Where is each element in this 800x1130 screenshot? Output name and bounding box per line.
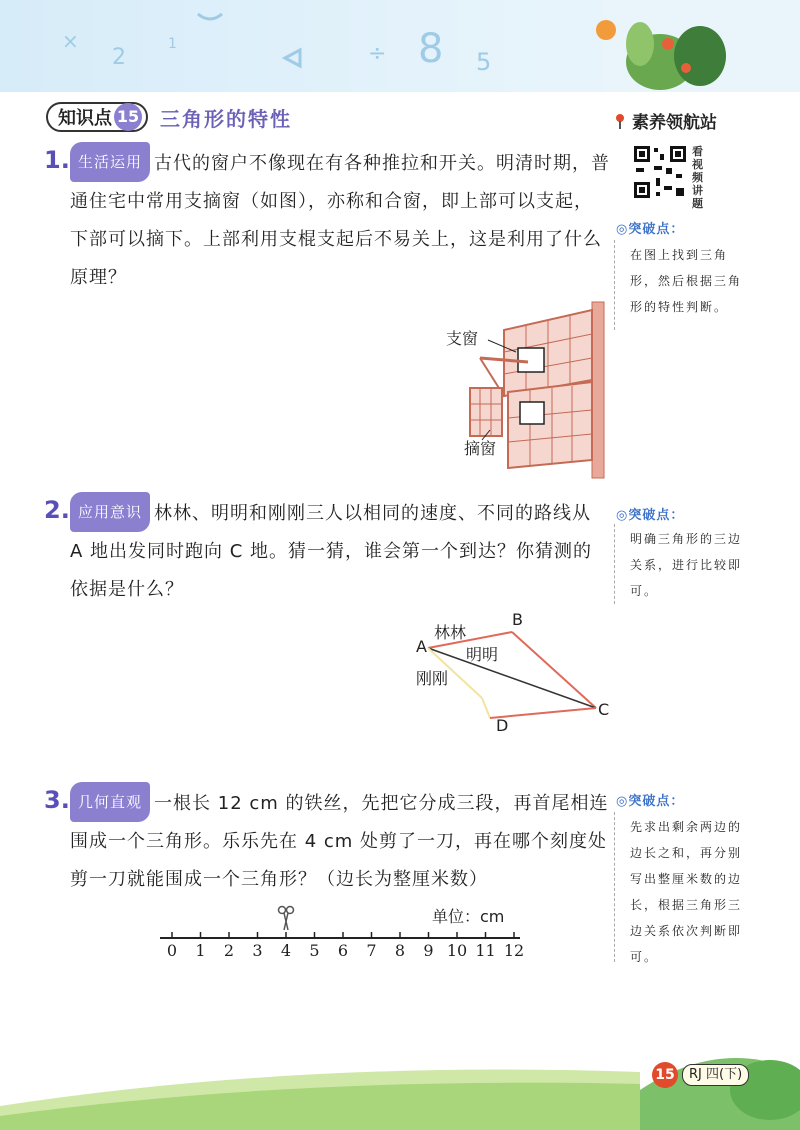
figure-label-propped-window: 支窗: [446, 329, 479, 348]
svg-text:5: 5: [476, 48, 492, 76]
ruler-tick-label: 2: [223, 941, 235, 960]
svg-text:×: ×: [62, 29, 79, 53]
svg-text:8: 8: [418, 26, 444, 72]
figure-label-removable-window: 摘窗: [464, 439, 497, 458]
sidebar-title-text: 素养领航站: [632, 113, 717, 133]
book-label: RJ 四(下): [682, 1064, 749, 1086]
ruler-tick-label: 10: [446, 941, 468, 960]
knowledge-title: 三角形的特性: [160, 106, 292, 131]
question-3-number: 3.: [44, 786, 70, 814]
route-ganggang-ad-2: [482, 698, 490, 718]
knowledge-label-text: 知识点: [58, 108, 112, 129]
question-1-number: 1.: [44, 146, 70, 174]
pin-icon: [614, 113, 626, 129]
question-2-text: 林林、明明和刚刚三人以相同的速度、不同的路线从 A 地出发同时跑向 C 地。猜一猜，谁会第一个到达？你猜测的依据是什么？: [70, 503, 593, 600]
svg-text:1: 1: [168, 36, 177, 52]
knowledge-point-header: [46, 102, 292, 132]
question-1-tip: 在图上找到三角形，然后根据三角形的特性判断。: [630, 248, 743, 314]
point-label-c: C: [598, 700, 610, 719]
route-label-ganggang: 刚刚: [416, 669, 449, 688]
ruler-tick-label: 1: [195, 941, 206, 960]
ruler-tick-label: 6: [337, 941, 349, 960]
question-1-text-block: [70, 142, 610, 297]
qr-caption: 看视频讲题: [692, 145, 703, 210]
ruler-tick-label: 3: [252, 941, 263, 960]
top-banner: [0, 0, 800, 92]
question-1-tip-head: ◎突破点：: [616, 222, 685, 237]
ruler-tick-label: 11: [475, 941, 496, 960]
ruler-tick-label: 0: [166, 941, 178, 960]
question-3-text-block: [70, 782, 610, 899]
route-linlin-bc: [512, 632, 596, 708]
ruler-tick-label: 5: [309, 941, 320, 960]
ruler-unit-label: 单位：cm: [432, 907, 505, 926]
scissors-icon: [279, 907, 294, 931]
point-label-d: D: [496, 716, 509, 735]
ruler-tick-label: 12: [503, 941, 525, 960]
point-label-a: A: [416, 637, 427, 656]
question-2-tag: 应用意识: [70, 492, 150, 532]
ruler-tick-label: 4: [280, 941, 292, 960]
ruler-tick-label: 8: [394, 941, 406, 960]
point-label-b: B: [512, 610, 523, 629]
knowledge-number-badge: 15: [114, 103, 142, 131]
banner-decoration: [0, 0, 800, 92]
route-mingming-ac: [428, 648, 596, 708]
page-badge: [652, 1062, 749, 1088]
ruler: [150, 900, 530, 960]
qr-code-icon[interactable]: [632, 144, 688, 200]
question-2-tip: 明确三角形的三边关系，进行比较即可。: [630, 532, 743, 598]
question-3-tag: 几何直观: [70, 782, 150, 822]
question-2-tip-head: ◎突破点：: [616, 508, 685, 523]
route-label-linlin: 林林: [434, 623, 467, 642]
question-1-text: 古代的窗户不像现在有各种推拉和开关。明清时期，普通住宅中常用支摘窗（如图），亦称和合窗，即上部可以支起，下部可以摘下。上部利用支棍支起后不易关上，这是利用了什么原理？: [70, 153, 611, 288]
question-1-tag: 生活运用: [70, 142, 150, 182]
question-3-tip: 先求出剩余两边的边长之和，再分别写出整厘米数的边长，根据三角形三边关系依次判断即可。: [630, 820, 743, 964]
ruler-tick-label: 9: [423, 941, 434, 960]
question-3-tip-head: ◎突破点：: [616, 794, 685, 809]
ruler-ticks: [167, 932, 524, 960]
question-2-text-block: [70, 492, 610, 609]
sidebar-title: [614, 108, 717, 133]
svg-text:÷: ÷: [368, 41, 387, 66]
question-3-text: 一根长 12 cm 的铁丝，先把它分成三段，再首尾相连围成一个三角形。乐乐先在 4 cm 处剪了一刀，再在哪个刻度处剪一刀就能围成一个三角形？（边长为整厘米数）: [70, 793, 609, 890]
knowledge-point-label: [46, 102, 148, 132]
ruler-tick-label: 7: [366, 941, 377, 960]
question-2-number: 2.: [44, 496, 70, 524]
page-number: 15: [652, 1062, 678, 1088]
svg-text:2: 2: [112, 45, 126, 70]
route-label-mingming: 明明: [466, 645, 499, 664]
